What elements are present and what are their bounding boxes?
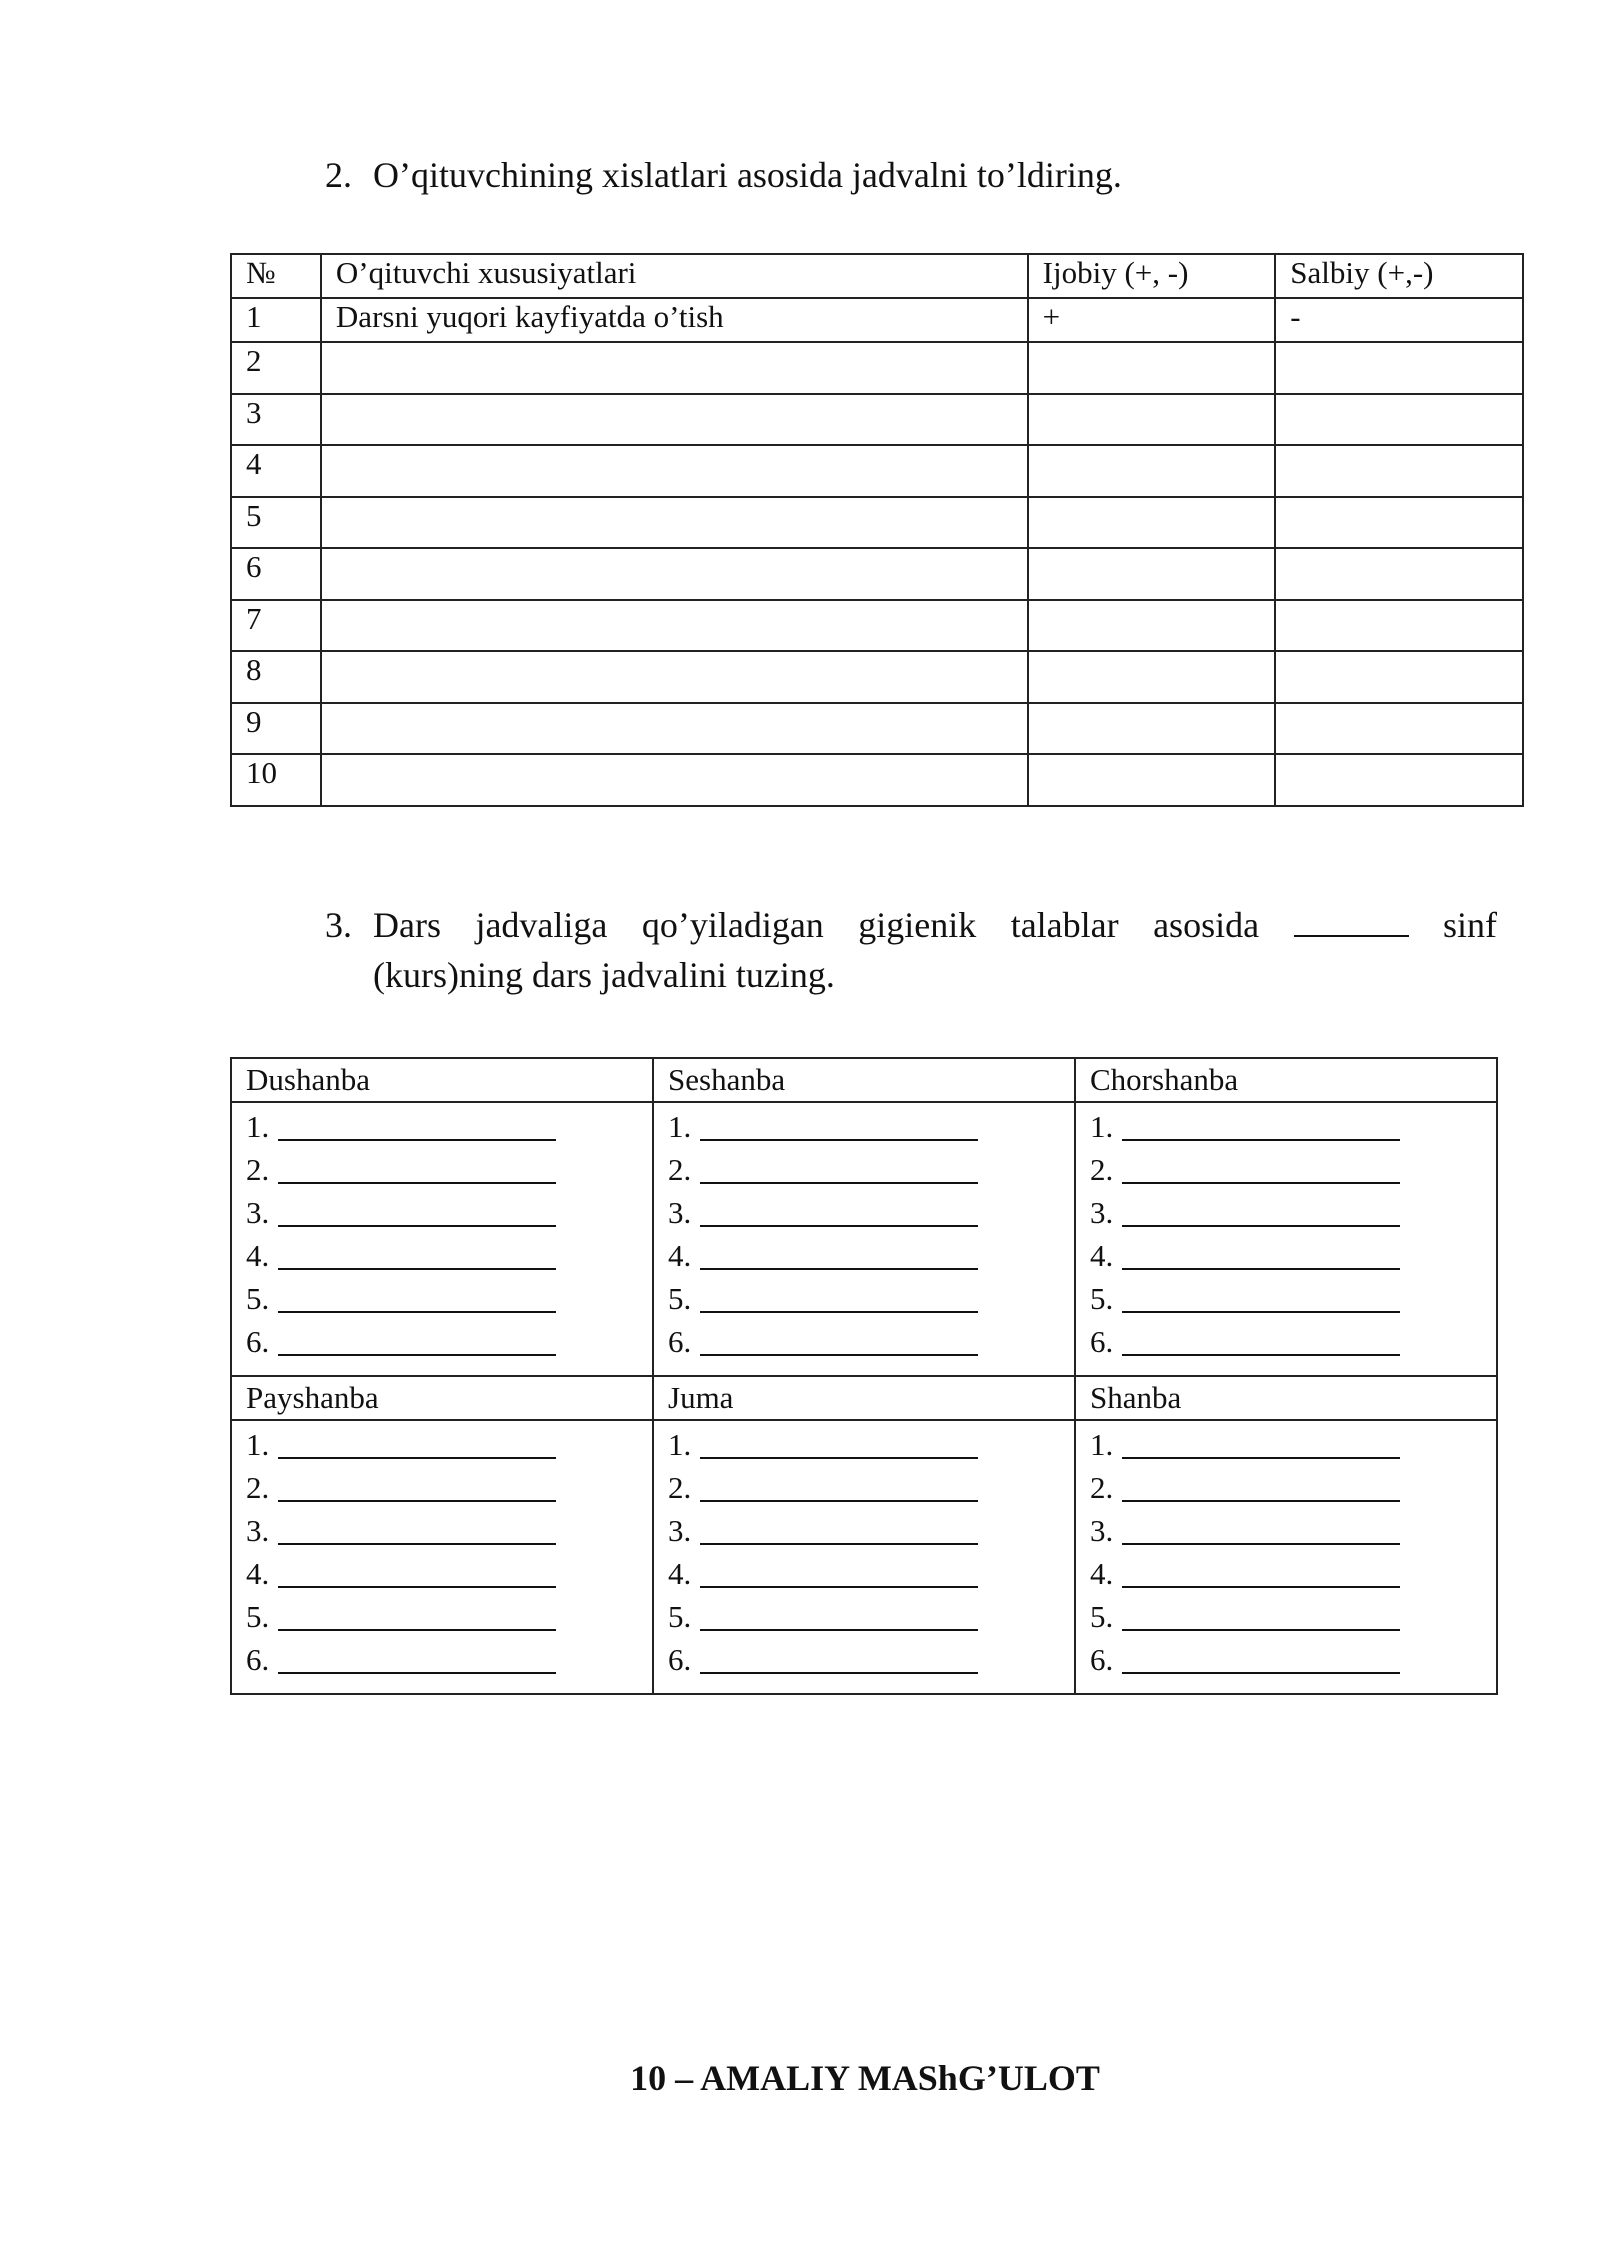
lesson-blank[interactable] (278, 1310, 556, 1313)
task-word: qo’yiladigan (641, 905, 824, 945)
slot-number: 1. (246, 1109, 270, 1144)
day-header-row (231, 1058, 1497, 1102)
lesson-slots-row (231, 1102, 1497, 1376)
row-number: 3 (231, 394, 321, 446)
table-row (231, 342, 1523, 394)
day-slots (653, 1420, 1075, 1694)
slot-number: 4. (668, 1238, 692, 1273)
row-number: 4 (231, 445, 321, 497)
lesson-slot (246, 1148, 638, 1191)
day-label-monday: Dushanba (231, 1058, 653, 1102)
lesson-blank[interactable] (278, 1224, 556, 1227)
positive-cell[interactable] (1028, 703, 1276, 755)
lesson-blank[interactable] (1122, 1628, 1400, 1631)
slot-number: 5. (668, 1599, 692, 1634)
day-label-tuesday: Seshanba (653, 1058, 1075, 1102)
positive-cell[interactable] (1028, 754, 1276, 806)
negative-cell[interactable] (1275, 445, 1523, 497)
lesson-slot (246, 1191, 638, 1234)
task-3-line-1 (325, 900, 1497, 950)
task-word: asosida (1153, 905, 1260, 945)
lesson-slot (1090, 1466, 1482, 1509)
lesson-blank[interactable] (278, 1542, 556, 1545)
lesson-blank[interactable] (1122, 1499, 1400, 1502)
slot-number: 3. (1090, 1195, 1114, 1230)
slot-number: 5. (246, 1281, 270, 1316)
task-word: jadvaliga (475, 905, 608, 945)
slot-number: 4. (1090, 1238, 1114, 1273)
lesson-slot (246, 1466, 638, 1509)
row-number: 5 (231, 497, 321, 549)
slot-number: 5. (668, 1281, 692, 1316)
trait-cell[interactable] (321, 445, 1028, 497)
lesson-blank[interactable] (1122, 1671, 1400, 1674)
slot-number: 6. (1090, 1324, 1114, 1359)
task-word: Dars (373, 905, 441, 945)
lesson-blank[interactable] (278, 1181, 556, 1184)
table-row (231, 754, 1523, 806)
lesson-slot (668, 1595, 1060, 1638)
slot-number: 3. (1090, 1513, 1114, 1548)
day-label-wednesday: Chorshanba (1075, 1058, 1497, 1102)
task-word: sinf (1442, 905, 1497, 945)
slot-number: 4. (246, 1556, 270, 1591)
lesson-slot (246, 1423, 638, 1466)
trait-cell[interactable] (321, 342, 1028, 394)
lesson-slot (246, 1638, 638, 1681)
negative-cell[interactable] (1275, 394, 1523, 446)
lesson-blank[interactable] (1122, 1585, 1400, 1588)
positive-cell[interactable] (1028, 600, 1276, 652)
lesson-blank[interactable] (700, 1542, 978, 1545)
slot-number: 5. (1090, 1281, 1114, 1316)
negative-cell[interactable] (1275, 754, 1523, 806)
lesson-slot (1090, 1148, 1482, 1191)
slot-number: 4. (668, 1556, 692, 1591)
table-row (231, 600, 1523, 652)
lesson-slot (668, 1638, 1060, 1681)
lesson-slot (668, 1191, 1060, 1234)
lesson-blank[interactable] (1122, 1181, 1400, 1184)
trait-cell[interactable] (321, 548, 1028, 600)
lesson-slot (1090, 1234, 1482, 1277)
row-number: 8 (231, 651, 321, 703)
slot-number: 1. (1090, 1109, 1114, 1144)
slot-number: 1. (668, 1109, 692, 1144)
row-number: 2 (231, 342, 321, 394)
lesson-blank[interactable] (278, 1671, 556, 1674)
lesson-slot (668, 1148, 1060, 1191)
day-slots (231, 1420, 653, 1694)
lesson-blank[interactable] (700, 1310, 978, 1313)
slot-number: 6. (1090, 1642, 1114, 1677)
slot-number: 5. (1090, 1599, 1114, 1634)
lesson-slot (246, 1234, 638, 1277)
lesson-blank[interactable] (700, 1181, 978, 1184)
lesson-slot (246, 1320, 638, 1363)
lesson-slot (246, 1277, 638, 1320)
task-3-heading (325, 900, 1497, 1000)
lesson-blank[interactable] (278, 1138, 556, 1141)
row-number: 7 (231, 600, 321, 652)
day-slots (1075, 1420, 1497, 1694)
slot-number: 6. (668, 1324, 692, 1359)
negative-cell[interactable] (1275, 600, 1523, 652)
slot-number: 3. (668, 1195, 692, 1230)
slot-number: 5. (246, 1599, 270, 1634)
lesson-slot (668, 1552, 1060, 1595)
lesson-blank[interactable] (700, 1267, 978, 1270)
row-number: 9 (231, 703, 321, 755)
task-3-line-2: (kurs)ning dars jadvalini tuzing. (373, 955, 835, 995)
positive-cell[interactable]: + (1028, 298, 1276, 342)
row-number: 1 (231, 298, 321, 342)
positive-cell[interactable] (1028, 342, 1276, 394)
trait-cell[interactable] (321, 497, 1028, 549)
slot-number: 3. (246, 1513, 270, 1548)
lesson-slot (1090, 1552, 1482, 1595)
lesson-blank[interactable] (1122, 1267, 1400, 1270)
positive-cell[interactable] (1028, 651, 1276, 703)
trait-cell[interactable] (321, 651, 1028, 703)
day-slots (1075, 1102, 1497, 1376)
lesson-blank[interactable] (700, 1456, 978, 1459)
table-header-row (231, 254, 1523, 298)
lesson-blank[interactable] (700, 1353, 978, 1356)
lesson-slot (1090, 1509, 1482, 1552)
lesson-slot (246, 1105, 638, 1148)
lesson-blank[interactable] (278, 1456, 556, 1459)
lesson-slot (246, 1595, 638, 1638)
teacher-traits-table (230, 253, 1524, 807)
day-slots (653, 1102, 1075, 1376)
negative-cell[interactable] (1275, 342, 1523, 394)
table-row (231, 703, 1523, 755)
slot-number: 2. (246, 1152, 270, 1187)
slot-number: 3. (246, 1195, 270, 1230)
lesson-blank[interactable] (700, 1224, 978, 1227)
lesson-blank[interactable] (278, 1585, 556, 1588)
negative-cell[interactable] (1275, 497, 1523, 549)
lesson-blank[interactable] (1122, 1456, 1400, 1459)
trait-cell[interactable] (321, 394, 1028, 446)
positive-cell[interactable] (1028, 394, 1276, 446)
slot-number: 2. (1090, 1152, 1114, 1187)
slot-number: 4. (246, 1238, 270, 1273)
slot-number: 2. (246, 1470, 270, 1505)
day-header-row (231, 1376, 1497, 1420)
task-number: 2. (325, 155, 352, 195)
table-row (231, 651, 1523, 703)
slot-number: 1. (1090, 1427, 1114, 1462)
lesson-slot (1090, 1595, 1482, 1638)
slot-number: 6. (668, 1642, 692, 1677)
task-2-heading (325, 150, 1122, 200)
slot-number: 4. (1090, 1556, 1114, 1591)
lesson-blank[interactable] (1122, 1542, 1400, 1545)
lesson-blank[interactable] (700, 1585, 978, 1588)
lesson-blank[interactable] (1122, 1138, 1400, 1141)
lesson-slot (668, 1320, 1060, 1363)
weekly-timetable (230, 1057, 1498, 1695)
slot-number: 1. (668, 1427, 692, 1462)
positive-cell[interactable] (1028, 445, 1276, 497)
lesson-slot (668, 1423, 1060, 1466)
lesson-blank[interactable] (1122, 1353, 1400, 1356)
header-traits: O’qituvchi xususiyatlari (321, 254, 1028, 298)
trait-cell[interactable]: Darsni yuqori kayfiyatda o’tish (321, 298, 1028, 342)
negative-cell[interactable] (1275, 703, 1523, 755)
day-label-thursday: Payshanba (231, 1376, 653, 1420)
task-number-text: 3. (325, 905, 352, 945)
day-label-saturday: Shanba (1075, 1376, 1497, 1420)
positive-cell[interactable] (1028, 548, 1276, 600)
slot-number: 1. (246, 1427, 270, 1462)
lesson-blank[interactable] (278, 1499, 556, 1502)
lesson-slot (1090, 1638, 1482, 1681)
lesson-slot (246, 1552, 638, 1595)
lesson-slots-row (231, 1420, 1497, 1694)
header-number: № (231, 254, 321, 298)
lesson-blank[interactable] (278, 1353, 556, 1356)
trait-cell[interactable] (321, 600, 1028, 652)
task-number (325, 900, 441, 950)
slot-number: 6. (246, 1324, 270, 1359)
table-row (231, 394, 1523, 446)
section-title: 10 – AMALIY MAShG’ULOT (630, 2058, 1100, 2098)
lesson-blank[interactable] (1122, 1224, 1400, 1227)
negative-cell[interactable] (1275, 548, 1523, 600)
row-number: 10 (231, 754, 321, 806)
lesson-slot (668, 1466, 1060, 1509)
lesson-slot (1090, 1277, 1482, 1320)
header-positive: Ijobiy (+, -) (1028, 254, 1276, 298)
lesson-slot (668, 1105, 1060, 1148)
lesson-blank[interactable] (700, 1138, 978, 1141)
lesson-slot (1090, 1191, 1482, 1234)
lesson-slot (668, 1509, 1060, 1552)
lesson-slot (668, 1234, 1060, 1277)
slot-number: 2. (1090, 1470, 1114, 1505)
slot-number: 3. (668, 1513, 692, 1548)
lesson-blank[interactable] (1122, 1310, 1400, 1313)
lesson-blank[interactable] (700, 1499, 978, 1502)
table-row (231, 445, 1523, 497)
slot-number: 2. (668, 1470, 692, 1505)
trait-cell[interactable] (321, 703, 1028, 755)
negative-cell[interactable]: - (1275, 298, 1523, 342)
row-number: 6 (231, 548, 321, 600)
lesson-slot (668, 1277, 1060, 1320)
lesson-blank[interactable] (278, 1628, 556, 1631)
class-name-blank[interactable] (1294, 934, 1409, 937)
positive-cell[interactable] (1028, 497, 1276, 549)
lesson-slot (246, 1509, 638, 1552)
lesson-blank[interactable] (278, 1267, 556, 1270)
day-label-friday: Juma (653, 1376, 1075, 1420)
task-word: talablar (1010, 905, 1119, 945)
header-negative: Salbiy (+,-) (1275, 254, 1523, 298)
slot-number: 2. (668, 1152, 692, 1187)
table-row (231, 298, 1523, 342)
lesson-slot (1090, 1423, 1482, 1466)
table-row (231, 548, 1523, 600)
lesson-slot (1090, 1320, 1482, 1363)
lesson-blank[interactable] (700, 1671, 978, 1674)
trait-cell[interactable] (321, 754, 1028, 806)
slot-number: 6. (246, 1642, 270, 1677)
negative-cell[interactable] (1275, 651, 1523, 703)
day-slots (231, 1102, 653, 1376)
task-word: gigienik (858, 905, 977, 945)
table-row (231, 497, 1523, 549)
lesson-blank[interactable] (700, 1628, 978, 1631)
lesson-slot (1090, 1105, 1482, 1148)
task-text: O’qituvchining xislatlari asosida jadvalni to’ldiring. (373, 155, 1122, 195)
